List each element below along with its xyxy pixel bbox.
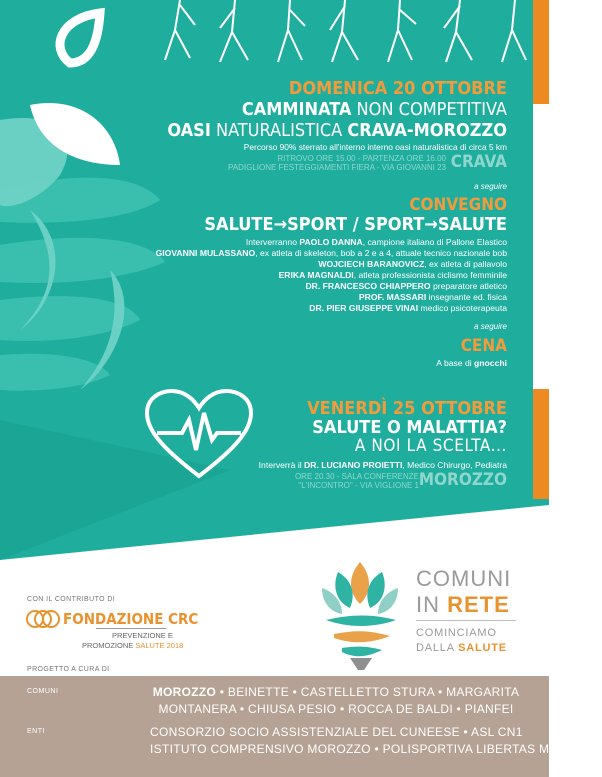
event4-meet-line2: "L'INCONTRO" - VIA VIGLIONE 1	[298, 481, 419, 490]
event1-description: Percorso 90% sterrato all'interno interno oasi naturalistica di circa 5 km	[243, 142, 507, 152]
event4-title1: SALUTE O MALATTIA?	[312, 417, 507, 438]
partners-panel	[0, 676, 602, 777]
brand-tag2: DALLA SALUTE	[416, 642, 507, 654]
event1-date: DOMENICA 20 OTTOBRE	[288, 78, 507, 99]
event4-title2: A NOI LA SCELTA...	[354, 436, 507, 456]
speaker-row: GIOVANNI MULASSANO, ex atleta di skeleton, bob a 2 e a 4, attuale tecnico nazionale bob	[155, 248, 507, 258]
event1-title-line2: OASI NATURALISTICA CRAVA-MOROZZO	[167, 120, 507, 141]
accent-bar	[533, 389, 549, 499]
side-gap	[533, 104, 549, 389]
fondazione-crc-logo-icon	[24, 608, 62, 630]
walkers-illustration	[160, 0, 549, 70]
event1-meet-line2: PADIGLIONE FESTEGGIAMENTI FIERA - VIA GIOVANNI 23	[228, 163, 446, 172]
speaker-row: ERIKA MAGNALDI, atleta professionista ciclismo femminile	[278, 270, 507, 280]
comuni-label: COMUNI	[27, 688, 59, 695]
sponsor-name: FONDAZIONE CRC	[63, 610, 199, 628]
brand-tag1: COMINCIAMO	[416, 627, 497, 639]
torch-logo-icon	[312, 558, 407, 673]
enti-row1: CONSORZIO SOCIO ASSISTENZIALE DEL CUNEESE • ASL CN1	[150, 725, 523, 739]
event2-title: SALUTE→SPORT / SPORT→SALUTE	[204, 214, 507, 235]
event3-heading: CENA	[460, 336, 507, 356]
event4-meet-line1: ORE 20.30 - SALA CONFERENZE	[294, 472, 419, 481]
sponsor-sub1: PREVENZIONE E	[112, 631, 173, 640]
speaker-row: PROF. MASSARI insegnante ed. fisica	[358, 292, 507, 302]
event4-place: MOROZZO	[418, 470, 507, 490]
event3-desc: A base di gnocchi	[436, 358, 507, 368]
sponsor-sub2: PROMOZIONE SALUTE 2018	[82, 641, 184, 650]
heartbeat-icon	[142, 388, 256, 483]
event4-speaker: Interverrà il DR. LUCIANO PROIETTI, Medico Chirurgo, Pediatra	[258, 460, 507, 470]
enti-row2: ISTITUTO COMPRENSIVO MOROZZO • POLISPORTIVA LIBERTAS MOROZZO	[150, 742, 602, 756]
event2-heading: CONVEGNO	[409, 195, 507, 215]
follow-label: a seguire	[474, 182, 507, 191]
leaf-icon-large	[20, 95, 140, 175]
speaker-row: DR. PIER GIUSEPPE VINAI medico psicoterapeuta	[309, 303, 507, 313]
brand-line1: COMUNI	[416, 566, 512, 591]
event1-place: CRAVA	[450, 152, 507, 172]
follow-label: a seguire	[474, 322, 507, 331]
brand-line2: IN RETE	[416, 592, 510, 617]
sponsor-divider	[96, 628, 166, 629]
event1-meet-line1: RITROVO ORE 15.00 - PARTENZA ORE 16.00	[277, 154, 446, 163]
speaker-row: WOJCIECH BARANOVICZ, ex atleta di pallavolo	[318, 259, 507, 269]
speaker-row: DR. FRANCESCO CHIAPPERO preparatore atletico	[305, 281, 507, 291]
comuni-row1: MOROZZO • BEINETTE • CASTELLETTO STURA • MARGARITA	[152, 685, 520, 699]
event4-date: VENERDÌ 25 OTTOBRE	[307, 398, 507, 419]
sponsor-label: CON IL CONTRIBUTO DI	[27, 596, 116, 603]
speaker-row: Interverranno PAOLO DANNA, campione italiano di Pallone Elastico	[245, 237, 507, 247]
project-label: PROGETTO A CURA DI	[27, 666, 110, 673]
comuni-row2: MONTANERA • CHIUSA PESIO • ROCCA DE BALDI • PIANFEI	[158, 702, 514, 716]
enti-label: ENTI	[27, 728, 45, 735]
accent-bar	[533, 0, 549, 104]
leaf-icon	[40, 8, 120, 78]
brand-divider	[416, 620, 516, 621]
event1-title-line1: CAMMINATA NON COMPETITIVA	[241, 99, 507, 120]
